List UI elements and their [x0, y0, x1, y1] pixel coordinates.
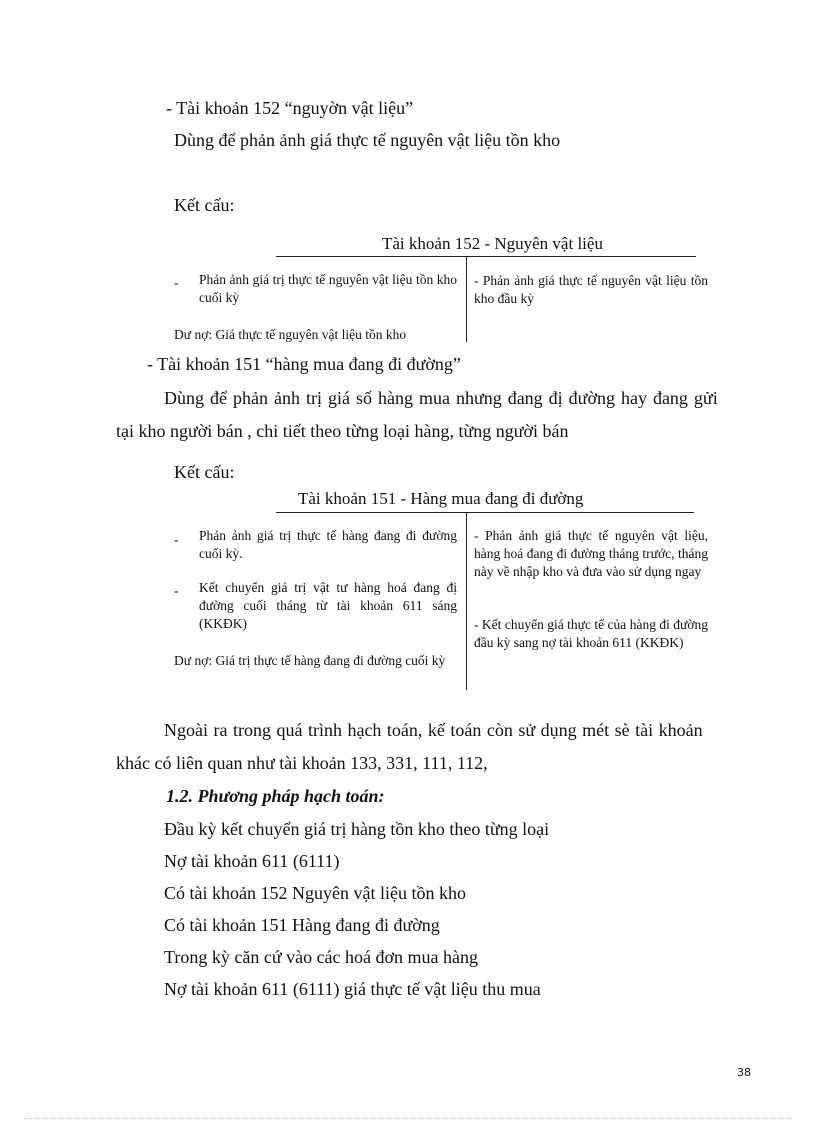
t-account-152-debit-bullet-0-marker: - — [174, 275, 179, 290]
t-account-152-debit-balance: Dư nợ: Giá thực tế nguyên vật liệu tồn kho — [174, 327, 407, 342]
method-line: Nợ tài khoản 611 (6111) giá thực tế vật liệu thu mua — [164, 979, 541, 999]
account-151-structure-label: Kết cấu: — [174, 462, 235, 482]
method-line: Có tài khoản 152 Nguyên vật liệu tồn kho — [164, 883, 466, 903]
t-account-151-debit-bullet-0-marker: - — [174, 532, 179, 547]
account-152-heading: - Tài khoản 152 “nguyờn vật liệu” — [166, 98, 414, 118]
other-accounts-line2: khác có liên quan như tài khoản 133, 331, 111, 112, — [116, 753, 488, 773]
t-account-152-top-line — [276, 256, 696, 257]
method-line: Trong kỳ căn cứ vào các hoá đơn mua hàng — [164, 947, 479, 967]
method-line: Nợ tài khoản 611 (6111) — [164, 851, 340, 871]
t-account-151-debit-bullet-1-marker: - — [174, 583, 179, 598]
method-line: Đầu kỳ kết chuyển giá trị hàng tồn kho theo từng loại — [164, 819, 550, 839]
t-account-151-top-line — [276, 512, 694, 513]
t-account-152-debit-item: Phản ảnh giá trị thực tế nguyên vật liệu tồn kho cuối kỳ — [199, 272, 457, 305]
t-account-152-credit-item: - Phản ảnh giá thực tế nguyên vật liệu tồn kho đầu kỳ — [474, 273, 708, 306]
t-account-151-debit-balance: Dư nợ: Giá trị thực tế hàng đang đi đường cuối kỳ — [174, 653, 446, 668]
account-152-structure-label: Kết cấu: — [174, 195, 235, 215]
t-account-151-credit-item: - Kết chuyển giá thực tế của hàng đi đường đầu kỳ sang nợ tài khoản 611 (KKĐK) — [474, 617, 708, 650]
method-heading: 1.2. Phương pháp hạch toán: — [166, 786, 385, 806]
page-footer-divider — [24, 1118, 792, 1119]
t-account-152-title: Tài khoản 152 - Nguyên vật liệu — [382, 234, 603, 253]
t-account-151-title: Tài khoản 151 - Hàng mua đang đi đường — [298, 489, 584, 508]
method-line: Có tài khoản 151 Hàng đang đi đường — [164, 915, 440, 935]
account-152-description: Dùng để phản ảnh giá thực tế nguyên vật liệu tồn kho — [174, 130, 561, 150]
other-accounts-line1: Ngoài ra trong quá trình hạch toán, kế toán còn sử dụng mét sè tài khoản — [164, 720, 703, 740]
page-number: 38 — [737, 1066, 751, 1079]
t-account-152-divider — [466, 256, 467, 342]
t-account-151-credit-item: - Phản ảnh giá thực tế nguyên vật liệu, hàng hoá đang đi đường tháng trước, tháng này về nhập kho và đưa vào sử dụng ngay — [474, 528, 708, 579]
t-account-151-debit-item: Phản ảnh giá trị thực tế hàng đang đi đường cuối kỳ. — [199, 528, 457, 561]
account-151-description-line2: tại kho người bán , chi tiết theo từng loại hàng, từng người bán — [116, 421, 569, 441]
account-151-heading: - Tài khoản 151 “hàng mua đang đi đường” — [147, 354, 461, 374]
t-account-151-debit-item: Kết chuyển giá trị vật tư hàng hoá đang đị đường cuối tháng từ tài khoản 611 sáng (KKĐK) — [199, 580, 457, 631]
account-151-description-line1: Dùng để phản ảnh trị giá số hàng mua nhưng đang đị đường hay đang gửi — [164, 388, 718, 408]
t-account-151-divider — [466, 512, 467, 690]
